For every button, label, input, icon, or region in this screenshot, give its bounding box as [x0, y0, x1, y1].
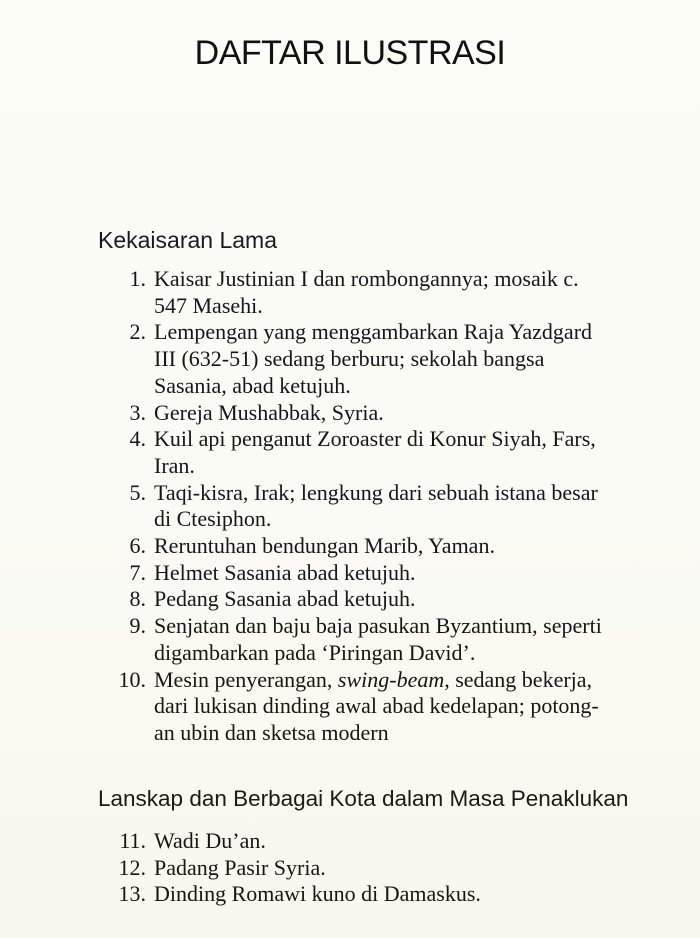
item-number: 11.: [119, 828, 146, 853]
item-caption: [154, 667, 602, 747]
item-number: 6.: [129, 533, 146, 559]
item-number: 13.: [118, 881, 146, 907]
list-item: [0, 266, 700, 319]
item-number: 10.: [118, 666, 146, 692]
caption-text-after: , sedang bekerja, dari lukisan dinding awal abad kedelapan; potong-an ubin dan sketsa modern: [154, 666, 599, 745]
list-item: [0, 586, 700, 613]
section-heading-kekaisaran-lama: Kekaisaran Lama: [98, 227, 277, 253]
list-item: [0, 667, 700, 747]
list-item: [0, 828, 700, 855]
list-item: [0, 533, 700, 560]
illustration-list-section-1: [0, 266, 700, 747]
caption-italic-term: swing-beam: [337, 666, 445, 692]
section-heading-lanskap: Lanskap dan Berbagai Kota dalam Masa Penaklukan: [98, 786, 629, 811]
item-caption: Dinding Romawi kuno di Damaskus.: [154, 881, 481, 907]
item-caption: Gereja Mushabbak, Syria.: [154, 399, 384, 425]
item-number: 7.: [129, 559, 146, 585]
item-caption: Lempengan yang menggambarkan Raja Yazdgard III (632-51) sedang berburu; sekolah bangsa Sasania, abad ketujuh.: [154, 319, 593, 398]
item-caption: Taqi-kisra, Irak; lengkung dari sebuah istana besar di Ctesiphon.: [154, 479, 598, 532]
list-item: [0, 560, 700, 587]
item-caption: Senjatan dan baju baja pasukan Byzantium, seperti digambarkan pada ‘Piringan David’.: [154, 613, 602, 665]
list-item: [0, 881, 700, 908]
list-item: [0, 480, 700, 533]
illustration-list-section-2: [0, 828, 700, 908]
item-caption: Kuil api penganut Zoroaster di Konur Siyah, Fars, Iran.: [154, 426, 596, 478]
caption-text-before: Mesin penyerangan,: [154, 666, 338, 692]
item-number: 1.: [129, 266, 146, 291]
item-caption: Wadi Du’an.: [154, 828, 266, 853]
item-number: 2.: [129, 319, 146, 345]
list-item: [0, 855, 700, 882]
item-number: 9.: [129, 613, 146, 639]
item-number: 8.: [129, 586, 146, 612]
list-item: [0, 400, 700, 427]
item-number: 3.: [129, 399, 146, 425]
item-number: 5.: [129, 479, 146, 505]
list-item: [0, 319, 700, 399]
item-caption: Reruntuhan bendungan Marib, Yaman.: [154, 533, 495, 559]
item-number: 12.: [118, 854, 146, 880]
item-caption: Kaisar Justinian I dan rombongannya; mosaik c. 547 Masehi.: [154, 266, 579, 318]
page-title: DAFTAR ILUSTRASI: [194, 34, 506, 72]
item-number: 4.: [129, 426, 146, 452]
list-item: [0, 613, 700, 666]
item-caption: Padang Pasir Syria.: [154, 854, 326, 880]
list-item: [0, 426, 700, 479]
item-caption: Helmet Sasania abad ketujuh.: [154, 559, 416, 585]
item-caption: Pedang Sasania abad ketujuh.: [154, 586, 416, 612]
